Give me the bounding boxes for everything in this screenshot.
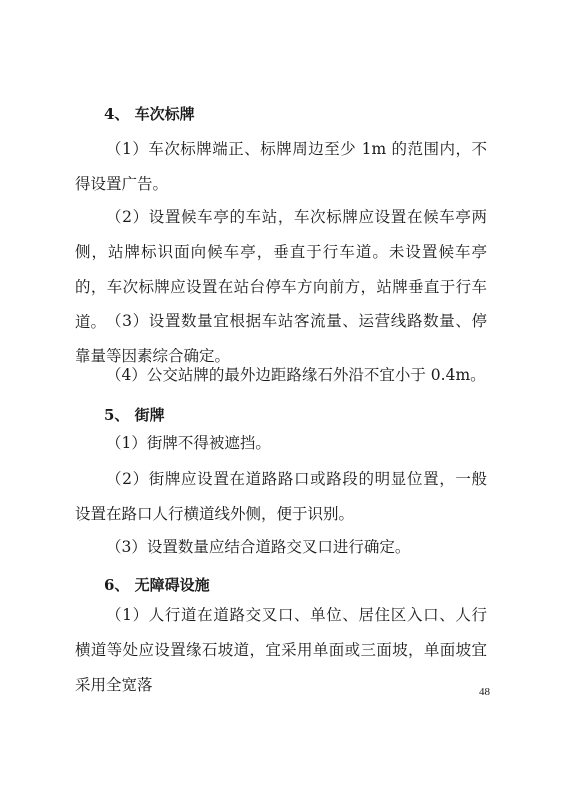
page-number: 48 — [479, 686, 490, 698]
section-heading: 5、 街牌 — [104, 406, 165, 424]
paragraph: （3）设置数量应结合道路交叉口进行确定。 — [106, 538, 411, 556]
paragraph: （1）街牌不得被遮挡。 — [106, 434, 271, 452]
paragraph: （4）公交站牌的最外边距路缘石外沿不宜小于 0.4m。 — [106, 366, 486, 384]
section-heading: 6、 无障碍设施 — [104, 576, 210, 594]
paragraph: （2）设置候车亭的车站，车次标牌应设置在候车亭两侧，站牌标识面向候车亭，垂直于行车道。未设置候车亭的，车次标牌应设置在站台停车方向前方，站牌垂直于行车道。 — [75, 208, 487, 331]
paragraph: （1）车次标牌端正、标牌周边至少 1m 的范围内，不得设置广告。 — [75, 140, 487, 193]
section-heading: 4、 车次标牌 — [104, 105, 195, 123]
paragraph: （3）设置数量宜根据车站客流量、运营线路数量、停靠量等因素综合确定。 — [75, 312, 487, 365]
paragraph: （1）人行道在道路交叉口、单位、居住区入口、人行横道等处应设置缘石坡道，宜采用单面或三面坡，单面坡宜采用全宽落 — [75, 606, 487, 694]
paragraph: （2）街牌应设置在道路路口或路段的明显位置，一般设置在路口人行横道线外侧，便于识别。 — [75, 470, 487, 523]
